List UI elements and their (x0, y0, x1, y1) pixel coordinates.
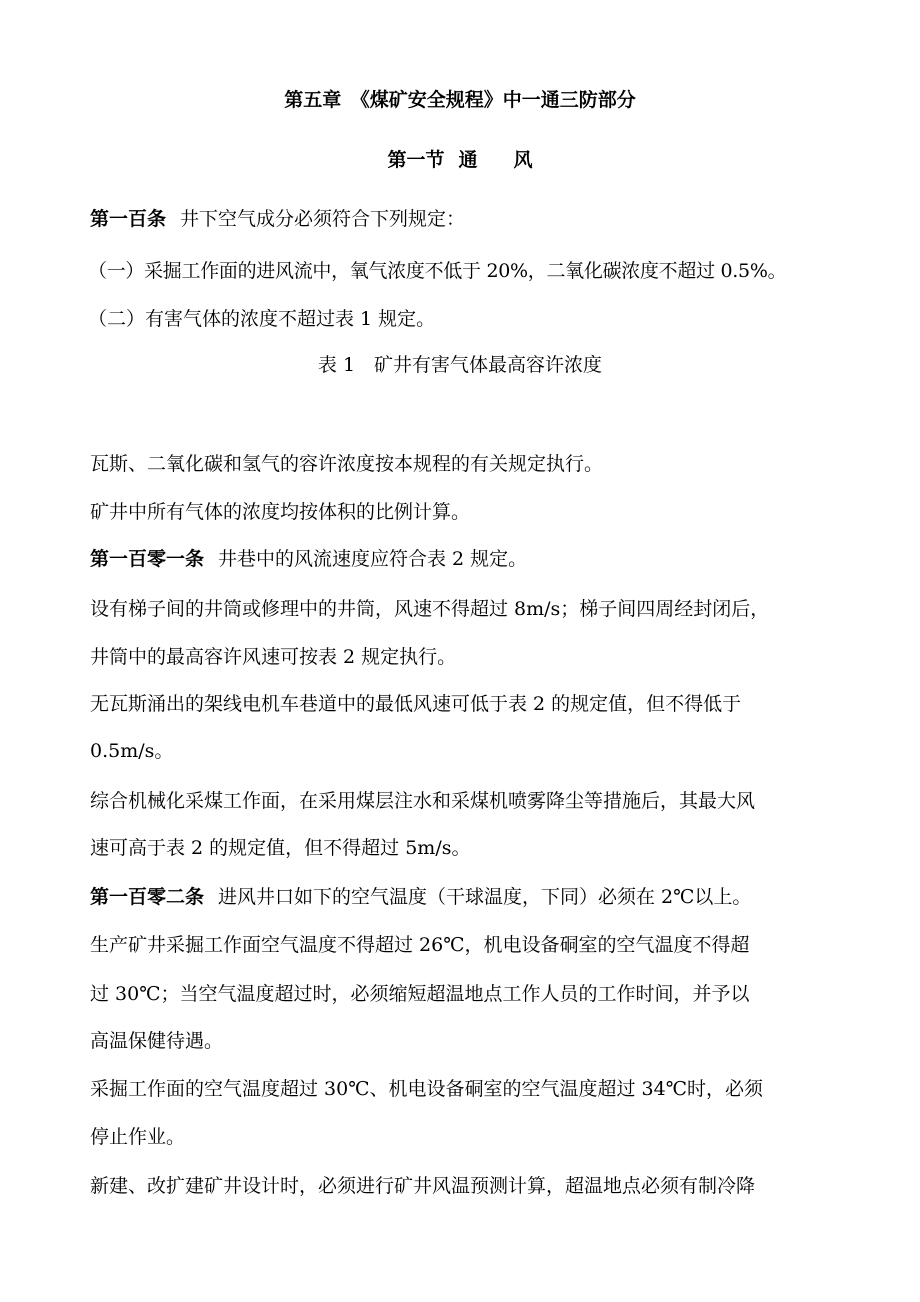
paragraph: 综合机械化采煤工作面，在采用煤层注水和采煤机喷雾降尘等措施后，其最大风 (90, 790, 756, 812)
paragraph: 井筒中的最高容许风速可按表 2 规定执行。 (90, 646, 457, 668)
section-title (0, 148, 920, 172)
article-text: 井巷中的风流速度应符合表 2 规定。 (218, 548, 528, 570)
paragraph: 新建、改扩建矿井设计时，必须进行矿井风温预测计算，超温地点必须有制冷降 (90, 1175, 756, 1197)
article-101 (90, 547, 840, 571)
article-number: 第一百条 (90, 208, 167, 230)
article-text: 井下空气成分必须符合下列规定： (180, 208, 466, 230)
paragraph: 速可高于表 2 的规定值，但不得超过 5m/s。 (90, 837, 471, 859)
table-1-caption: 表 1 矿井有害气体最高容许浓度 (317, 354, 603, 376)
section-word-2: 风 (513, 149, 533, 171)
paragraph: 停止作业。 (90, 1126, 186, 1148)
section-label: 第一节 (387, 149, 445, 171)
article-text: 进风井口如下的空气温度（干球温度，下同）必须在 2℃以上。 (218, 886, 752, 908)
article-number: 第一百零一条 (90, 548, 205, 570)
paragraph: 无瓦斯涌出的架线电机车巷道中的最低风速可低于表 2 的规定值，但不得低于 (90, 693, 742, 715)
paragraph: 瓦斯、二氧化碳和氢气的容许浓度按本规程的有关规定执行。 (90, 453, 604, 475)
section-word-1: 通 (458, 149, 478, 171)
paragraph: 矿井中所有气体的浓度均按体积的比例计算。 (90, 501, 471, 523)
article-102 (90, 885, 840, 909)
article-100 (90, 207, 840, 231)
paragraph: 设有梯子间的井筒或修理中的井筒，风速不得超过 8m/s；梯子间四周经封闭后， (90, 598, 770, 620)
chapter-title: 第五章 《煤矿安全规程》中一通三防部分 (284, 89, 636, 111)
item-1: （一）采掘工作面的进风流中，氧气浓度不低于 20%，二氧化碳浓度不超过 0.5%。 (88, 260, 787, 282)
paragraph: 生产矿井采掘工作面空气温度不得超过 26℃，机电设备硐室的空气温度不得超 (90, 934, 750, 956)
item-2: （二）有害气体的浓度不超过表 1 规定。 (88, 308, 436, 330)
paragraph: 采掘工作面的空气温度超过 30℃、机电设备硐室的空气温度超过 34℃时，必须 (90, 1078, 763, 1100)
paragraph: 0.5m/s。 (90, 740, 174, 762)
paragraph: 高温保健待遇。 (90, 1030, 224, 1052)
paragraph: 过 30℃；当空气温度超过时，必须缩短超温地点工作人员的工作时间，并予以 (90, 983, 750, 1005)
article-number: 第一百零二条 (90, 886, 205, 908)
